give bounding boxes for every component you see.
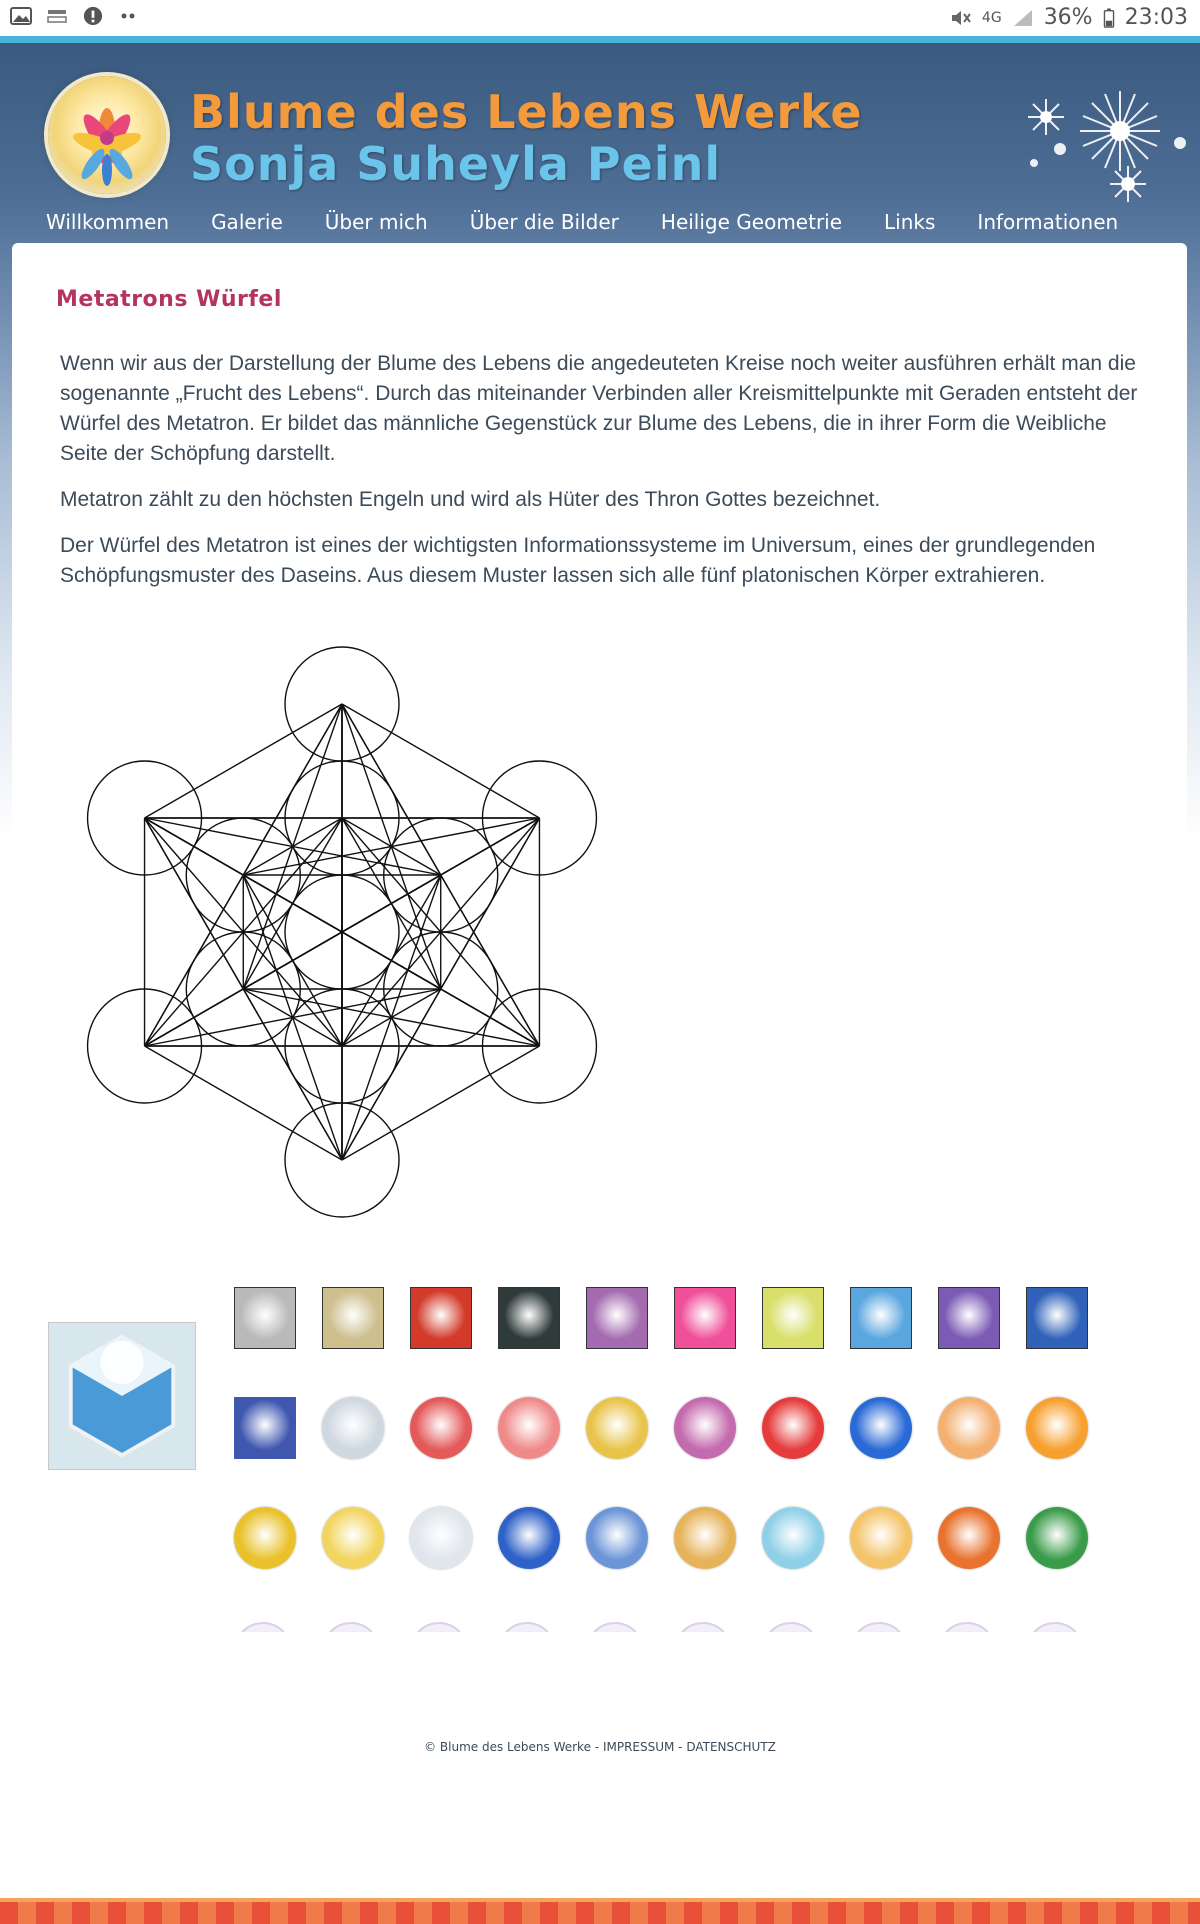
amazon-icon [46, 6, 68, 26]
gallery-thumbnail[interactable] [938, 1287, 1000, 1349]
gallery-thumbnail[interactable] [234, 1397, 296, 1459]
site-title: Blume des Lebens Werke [190, 85, 863, 139]
gallery-thumbnail[interactable] [234, 1507, 296, 1569]
footer-impressum-link[interactable]: IMPRESSUM [602, 1740, 675, 1754]
gallery-thumbnail[interactable] [1026, 1397, 1088, 1459]
gallery-thumbnail[interactable] [410, 1287, 472, 1349]
nav-links[interactable]: Links [884, 210, 936, 234]
nav-heilige-geometrie[interactable]: Heilige Geometrie [660, 210, 843, 234]
gallery-thumbnail[interactable] [674, 1397, 736, 1459]
gallery-thumbnail[interactable] [586, 1507, 648, 1569]
gallery-main-image[interactable] [48, 1322, 196, 1470]
gallery-thumbnail[interactable] [674, 1287, 736, 1349]
cube-line [342, 704, 539, 818]
gallery-thumbnail[interactable] [850, 1287, 912, 1349]
nav-ueber-die-bilder[interactable]: Über die Bilder [469, 210, 619, 234]
accent-line [0, 36, 1200, 43]
metatrons-cube-diagram [70, 640, 610, 1230]
dots-icon [118, 6, 140, 26]
main-nav [0, 210, 1200, 246]
site-subtitle: Sonja Suheyla Peinl [190, 137, 722, 191]
gallery-thumbnail[interactable] [498, 1397, 560, 1459]
gallery-thumbnail[interactable] [410, 1397, 472, 1459]
page-title: Metatrons Würfel [56, 287, 282, 312]
nav-informationen[interactable]: Informationen [977, 210, 1119, 234]
cube-line [145, 1046, 342, 1160]
decorative-bottom-band [0, 1898, 1200, 1924]
gallery-thumbnail-faded[interactable] [850, 1622, 908, 1632]
footer-separator: - [674, 1740, 687, 1754]
gallery-thumbnail-faded[interactable] [498, 1622, 556, 1632]
site-logo[interactable] [48, 76, 166, 194]
footer-separator: - [590, 1740, 603, 1754]
gallery-thumbnail[interactable] [322, 1287, 384, 1349]
nav-willkommen[interactable]: Willkommen [46, 210, 170, 234]
image-icon [10, 6, 32, 26]
battery-icon [1103, 8, 1115, 28]
footer-datenschutz-link[interactable]: DATENSCHUTZ [686, 1740, 776, 1754]
gallery-thumbnail[interactable] [234, 1287, 296, 1349]
gallery-thumbnail[interactable] [322, 1507, 384, 1569]
gallery-thumbnail[interactable] [850, 1507, 912, 1569]
gallery-thumbnail[interactable] [586, 1287, 648, 1349]
gallery-thumbnail-faded[interactable] [410, 1622, 468, 1632]
gallery-thumbnail[interactable] [1026, 1507, 1088, 1569]
signal-icon [1012, 8, 1034, 28]
cube-paragraph: Der Würfel des Metatron ist eines der wichtigsten Informationssysteme im Universum, eines der grundlegenden Schöpfungsmuster des Daseins. Aus diesem Muster lassen sich alle fünf platonischen Körper extrahieren. [60, 534, 1096, 587]
lotus-icon [48, 76, 166, 194]
metatron-paragraph: Metatron zählt zu den höchsten Engeln und wird als Hüter des Thron Gottes bezeichnet. [60, 488, 881, 511]
gallery-thumbnail-faded[interactable] [938, 1622, 996, 1632]
nav-ueber-mich[interactable]: Über mich [324, 210, 428, 234]
clock: 23:03 [1124, 5, 1188, 30]
gallery-thumbnail-faded[interactable] [586, 1622, 644, 1632]
gallery-thumbnail[interactable] [1026, 1287, 1088, 1349]
gallery-thumbnail-faded[interactable] [762, 1622, 820, 1632]
gallery-thumbnail-faded[interactable] [1026, 1622, 1084, 1632]
network-type: 4G [981, 9, 1002, 26]
cube-line [145, 704, 342, 818]
gallery-thumbnail[interactable] [674, 1507, 736, 1569]
gallery-thumbnail[interactable] [498, 1287, 560, 1349]
gallery-thumbnail[interactable] [762, 1287, 824, 1349]
cube-line [342, 1046, 539, 1160]
battery-percent: 36% [1043, 5, 1093, 30]
intro-paragraph: Wenn wir aus der Darstellung der Blume des Lebens die angedeuteten Kreise noch weiter ausführen erhält man die sogenannte „Frucht des Lebens“. Durch das miteinander Verbinden aller Kreismittelpunkte mit Geraden entsteht der Würfel des Metatron. Er bildet das männliche Gegenstück zur Blume des Lebens, die in ihrer Form die Weibliche Seite der Schöpfung darstellt. [60, 352, 1138, 465]
hexagon-painting-icon [49, 1323, 195, 1469]
gallery-thumbnail[interactable] [938, 1507, 1000, 1569]
gallery-thumbnail[interactable] [762, 1397, 824, 1459]
sparkle-stars-icon [1020, 81, 1200, 211]
gallery-thumbnail[interactable] [410, 1507, 472, 1569]
gallery-thumbnail-faded[interactable] [234, 1622, 292, 1632]
gallery-thumbnail[interactable] [586, 1397, 648, 1459]
footer-copyright: © Blume des Lebens Werke [424, 1740, 591, 1754]
status-bar [0, 0, 1200, 36]
gallery-thumbnail-faded[interactable] [674, 1622, 732, 1632]
gallery-thumbnail-faded[interactable] [322, 1622, 380, 1632]
mute-icon [950, 8, 972, 28]
gallery-thumbnail[interactable] [762, 1507, 824, 1569]
gallery-thumbnail[interactable] [850, 1397, 912, 1459]
gallery-thumbnail[interactable] [498, 1507, 560, 1569]
gallery-thumbnail[interactable] [938, 1397, 1000, 1459]
alert-icon [82, 6, 104, 26]
gallery-thumbnail[interactable] [322, 1397, 384, 1459]
footer [0, 1740, 1200, 1754]
nav-galerie[interactable]: Galerie [211, 210, 283, 234]
gallery-faded-row [230, 1620, 1110, 1632]
